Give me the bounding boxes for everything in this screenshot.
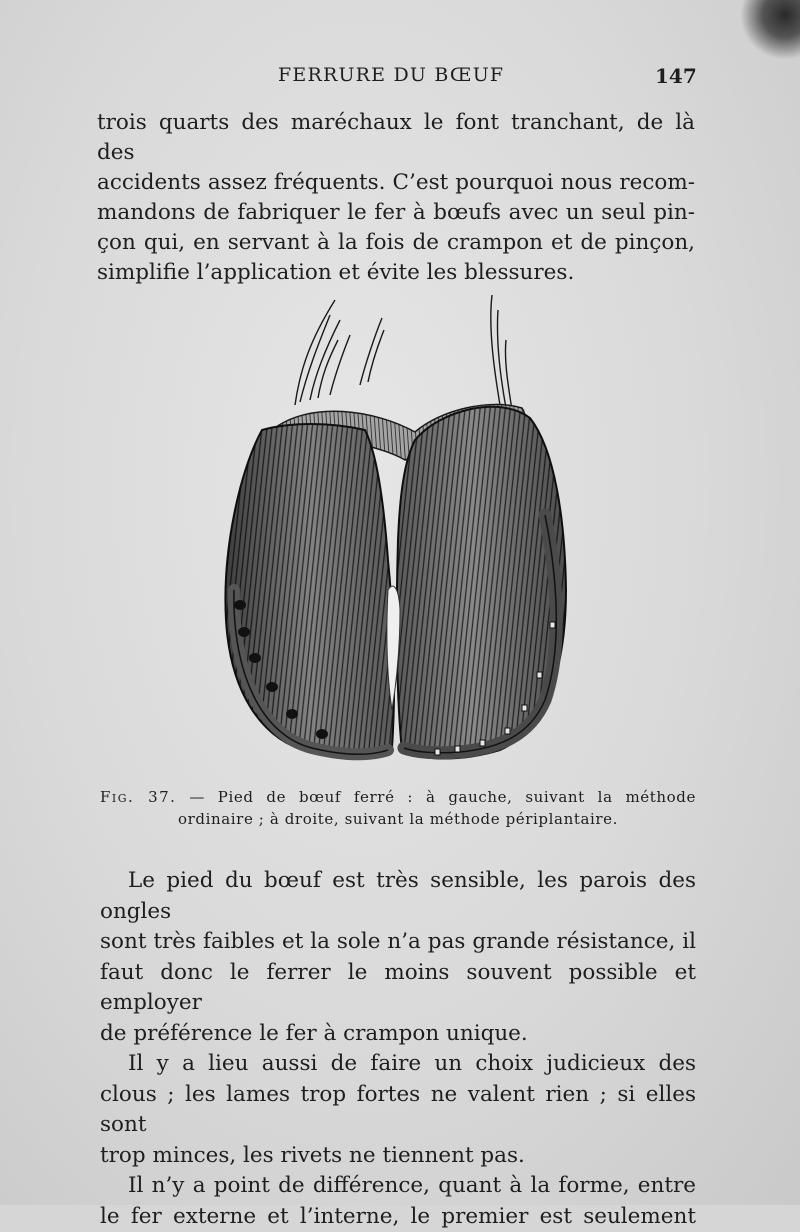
text-line: Il n’y a point de différence, quant à la forme, entre <box>100 1171 696 1202</box>
text-line: accidents assez fréquents. C’est pourquoi nous recom- <box>97 168 695 198</box>
paragraph <box>100 1171 696 1232</box>
text-line: clous ; les lames trop fortes ne valent rien ; si elles sont <box>100 1080 696 1141</box>
page-corner-shadow <box>740 0 800 60</box>
figure-caption <box>100 786 696 830</box>
top-paragraph <box>97 108 695 288</box>
caption-line <box>100 786 696 808</box>
text-line: de préférence le fer à crampon unique. <box>100 1019 696 1050</box>
shod-ox-hoof-engraving <box>200 290 600 770</box>
figure-label: Fig. 37. <box>100 788 176 806</box>
running-head <box>0 64 800 92</box>
text-line: trop minces, les rivets ne tiennent pas. <box>100 1141 696 1172</box>
text-line: Le pied du bœuf est très sensible, les parois des ongles <box>100 866 696 927</box>
text-line: trois quarts des maréchaux le font tranchant, de là des <box>97 108 695 168</box>
text-line: le fer externe et l’interne, le premier est seulement <box>100 1202 696 1232</box>
hair-tufts <box>295 295 512 410</box>
paragraph <box>100 866 696 1049</box>
text-line: sont très faibles et la sole n’a pas grande résistance, il <box>100 927 696 958</box>
caption-text: — Pied de bœuf ferré : à gauche, suivant la méthode <box>189 788 696 806</box>
body-text <box>100 866 696 1232</box>
caption-line: ordinaire ; à droite, suivant la méthode périplantaire. <box>100 808 696 830</box>
text-line: çon qui, en servant à la fois de crampon et de pinçon, <box>97 228 695 258</box>
paragraph <box>100 1049 696 1171</box>
page-number: 147 <box>655 64 697 88</box>
running-title: FERRURE DU BŒUF <box>278 64 504 86</box>
text-line: mandons de fabriquer le fer à bœufs avec un seul pin- <box>97 198 695 228</box>
text-line: Il y a lieu aussi de faire un choix judicieux des <box>100 1049 696 1080</box>
text-line: faut donc le ferrer le moins souvent possible et employer <box>100 958 696 1019</box>
figure-hoof-illustration <box>200 290 600 770</box>
text-line: simplifie l’application et évite les blessures. <box>97 258 695 288</box>
